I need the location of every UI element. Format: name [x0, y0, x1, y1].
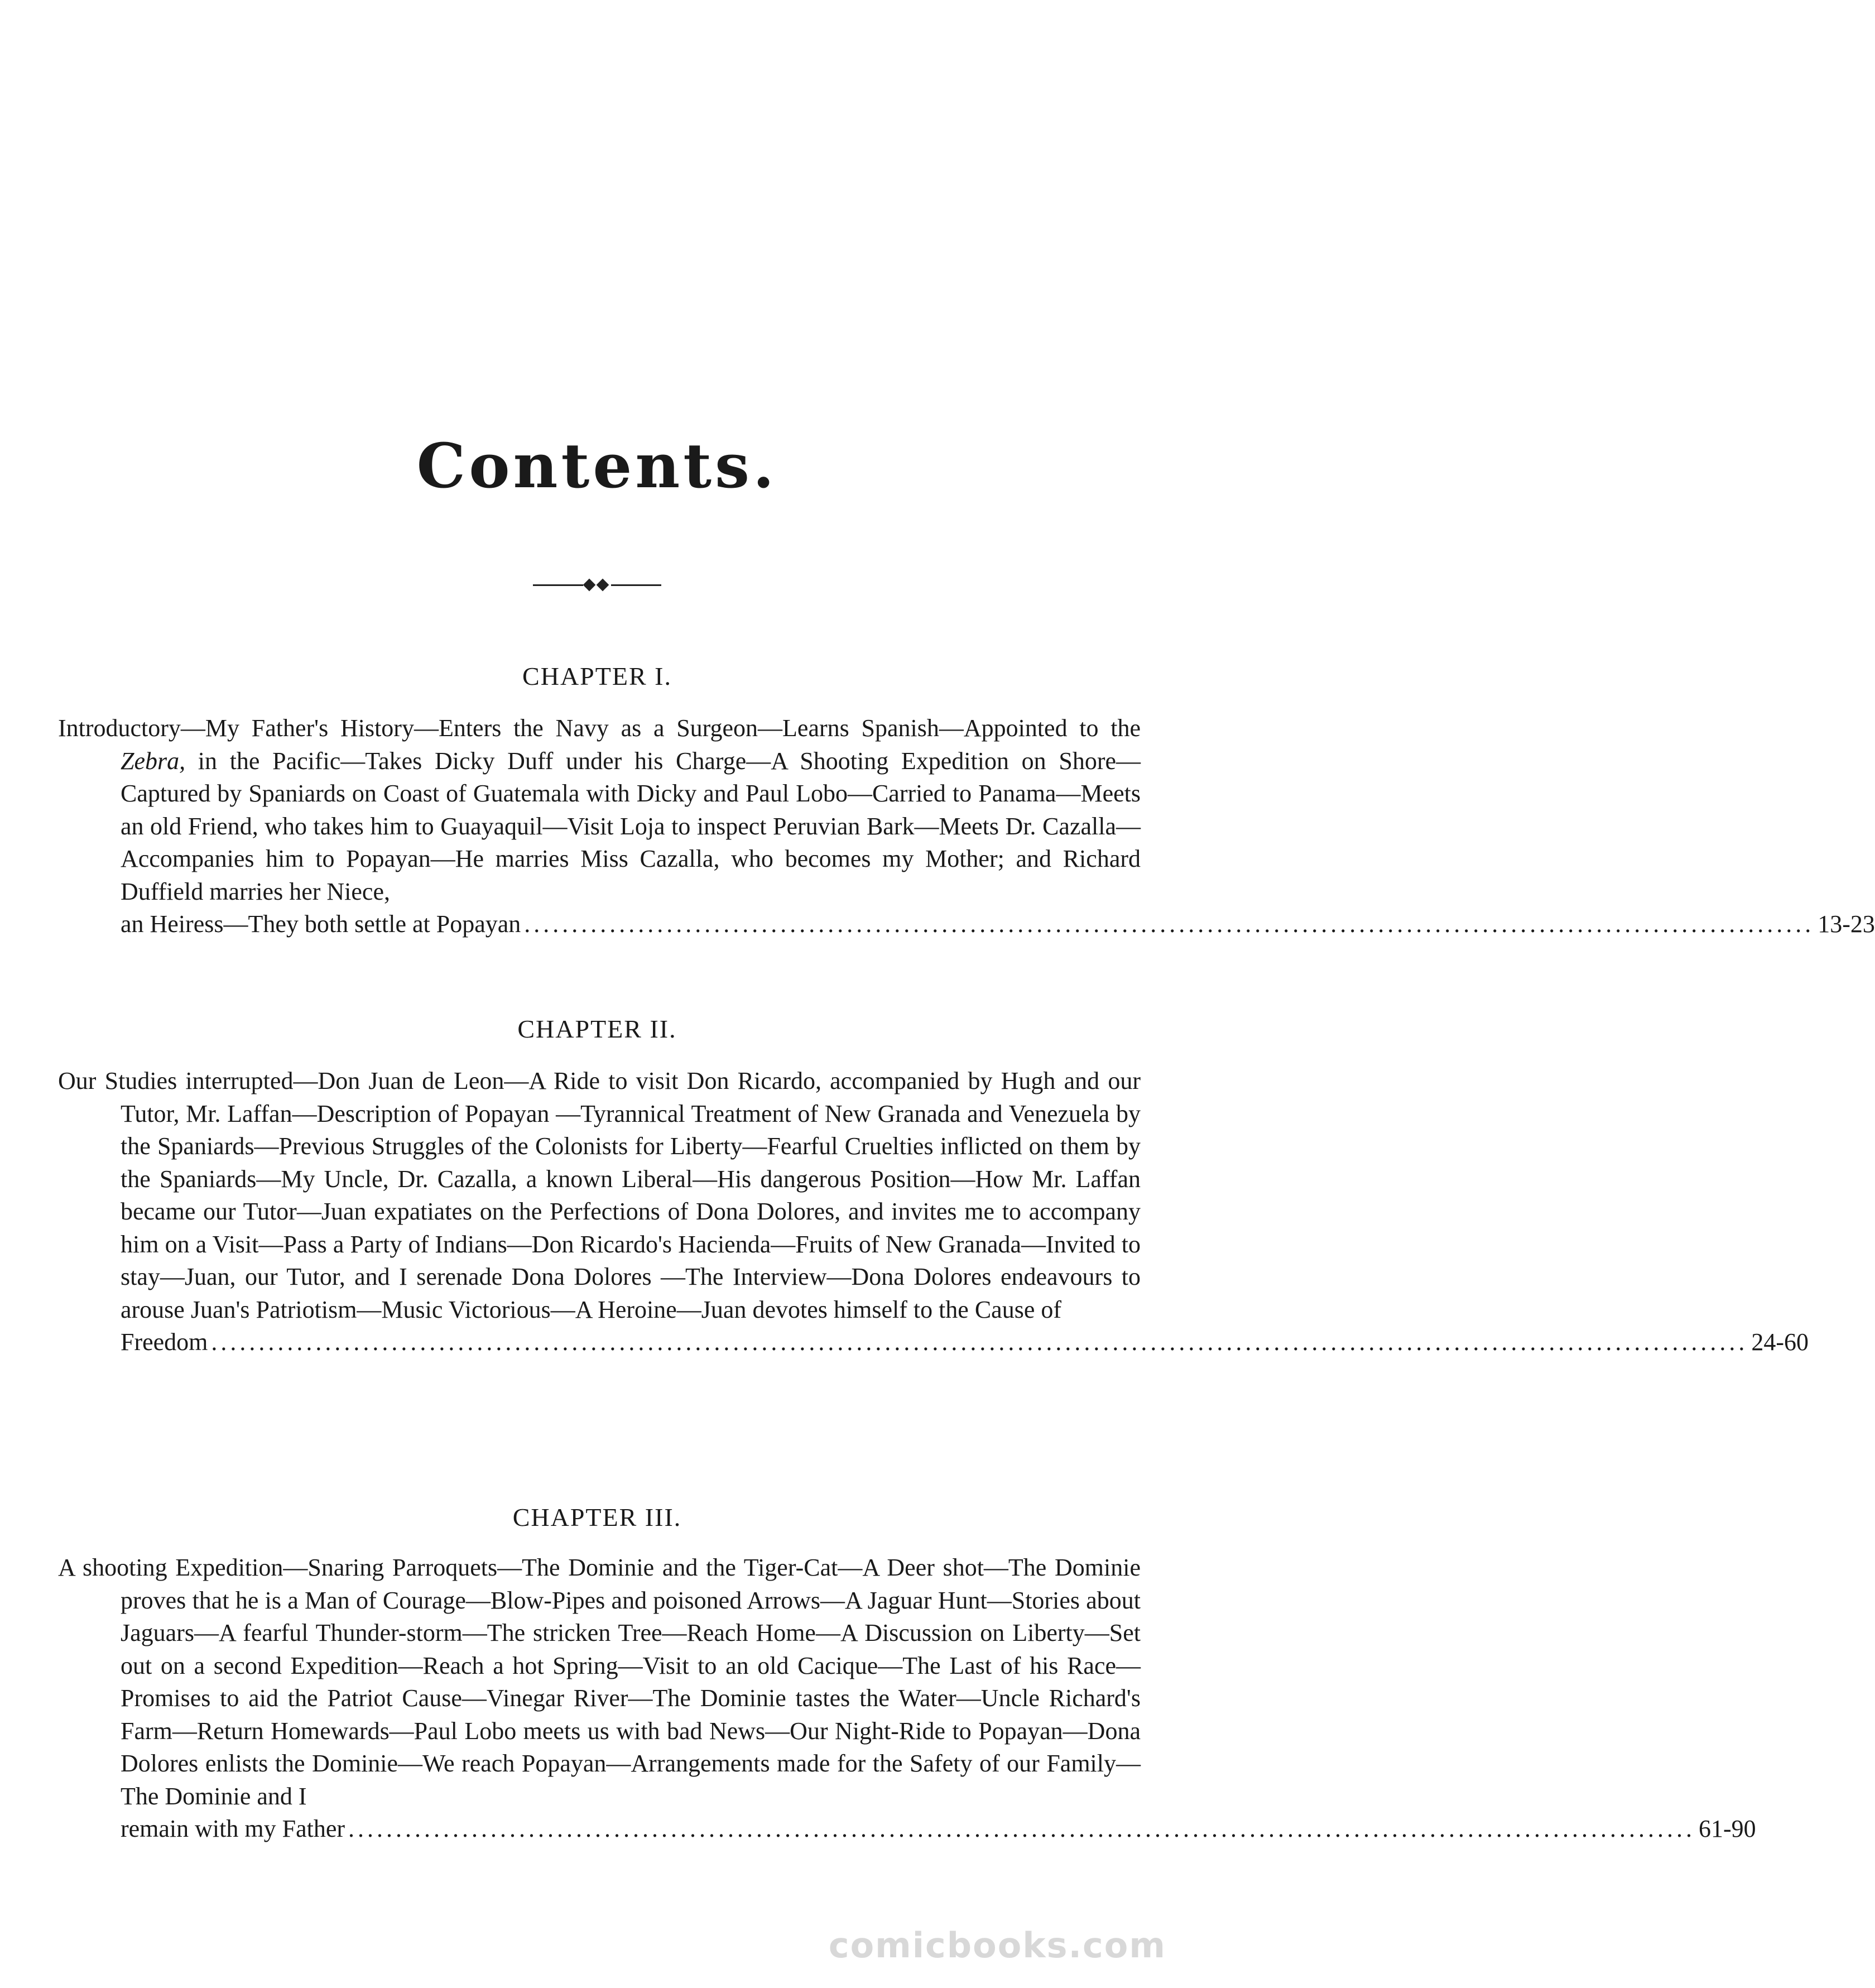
- chapter-1-summary: [58, 712, 1875, 941]
- ornament-diamond-left: [583, 579, 596, 592]
- chapter-2-heading: CHAPTER II.: [517, 1015, 677, 1043]
- chapter-1-last-line: an Heiress—They both settle at Popayan: [121, 910, 521, 938]
- chapter-3-page-line: [121, 1813, 1756, 1846]
- chapter-3-heading: CHAPTER III.: [512, 1503, 682, 1531]
- chapter-1-summary-italic: Zebra,: [121, 747, 186, 775]
- chapter-2-page-line: [121, 1326, 1809, 1359]
- chapter-1-heading: CHAPTER I.: [522, 662, 672, 690]
- ornament-line-right: [611, 584, 661, 586]
- ornament-line-left: [533, 584, 583, 586]
- ornament-diamond-right: [597, 579, 609, 592]
- chapter-2-pages: 24-60: [1751, 1328, 1809, 1356]
- chapter-2-summary-text: Our Studies interrupted—Don Juan de Leon—A Ride to visit Don Ricardo, accompanied by Hugh and our Tutor, Mr. Laffan—Description of Popayan —Tyrannical Treatment of New Granada and Venezuela by the Spaniards—Previous Struggles of the Colonists for Liberty—Fearful Cruelties inflicted on them by the Spaniards—My Uncle, Dr. Cazalla, a known Liberal—His dangerous Position—How Mr. Laffan became our Tutor—Juan expatiates on the Perfections of Dona Dolores, and invites me to accompany him on a Visit—Pass a Party of Indians—Don Ricardo's Hacienda—Fruits of New Granada—Invited to stay—Juan, our Tutor, and I serenade Dona Dolores —The Interview—Dona Dolores endeavours to arouse Juan's Patriotism—Music Victorious—A Heroine—Juan devotes himself to the Cause of: [58, 1067, 1141, 1323]
- page-title: Contents.: [416, 430, 778, 502]
- chapter-2-last-line: Freedom: [121, 1328, 208, 1356]
- chapter-3-summary: [58, 1552, 1756, 1846]
- chapter-3-summary-text: A shooting Expedition—Snaring Parroquets—The Dominie and the Tiger-Cat—A Deer shot—The Dominie proves that he is a Man of Courage—Blow-Pipes and poisoned Arrows—A Jaguar Hunt—Stories about Jaguars—A fearful Thunder-storm—The stricken Tree—Reach Home—A Discussion on Liberty—Set out on a second Expedition—Reach a hot Spring—Visit to an old Cacique—The Last of his Race—Promises to aid the Patriot Cause—Vinegar River—The Dominie tastes the Water—Uncle Richard's Farm—Return Homewards—Paul Lobo meets us with bad News—Our Night-Ride to Popayan—Dona Dolores enlists the Dominie—We reach Popayan—Arrangements made for the Safety of our Family—The Dominie and I: [58, 1554, 1141, 1810]
- chapter-1-page-line: [121, 908, 1875, 941]
- chapter-1-summary-text-a: Introductory—My Father's History—Enters the Navy as a Surgeon—Learns Spanish—Appointed to the: [58, 714, 1141, 742]
- chapter-3-last-line: remain with my Father: [121, 1815, 345, 1842]
- chapter-1-summary-text-b: in the Pacific—Takes Dicky Duff under his Charge—A Shooting Expedition on Shore—Captured by Spaniards on Coast of Guatemala with Dicky and Paul Lobo—Carried to Panama—Meets an old Friend, who takes him to Guayaquil—Visit Loja to inspect Peruvian Bark—Meets Dr. Cazalla—Accompanies him to Popayan—He marries Miss Cazalla, who becomes my Mother; and Richard Duffield marries her Niece,: [121, 747, 1141, 905]
- chapter-3-leader: ..............................................................................................................................................: [348, 1815, 1696, 1842]
- chapter-2-leader: ..................................................................................................................................................................: [211, 1328, 1748, 1356]
- chapter-2-summary: [58, 1065, 1809, 1359]
- watermark: comicbooks.com: [828, 1925, 1166, 1966]
- chapter-3-pages: 61-90: [1699, 1815, 1756, 1842]
- chapter-1-pages: 13-23: [1818, 910, 1875, 938]
- chapter-1-leader: ........................................................................................................................................: [524, 910, 1815, 938]
- title-ornament: [533, 579, 661, 590]
